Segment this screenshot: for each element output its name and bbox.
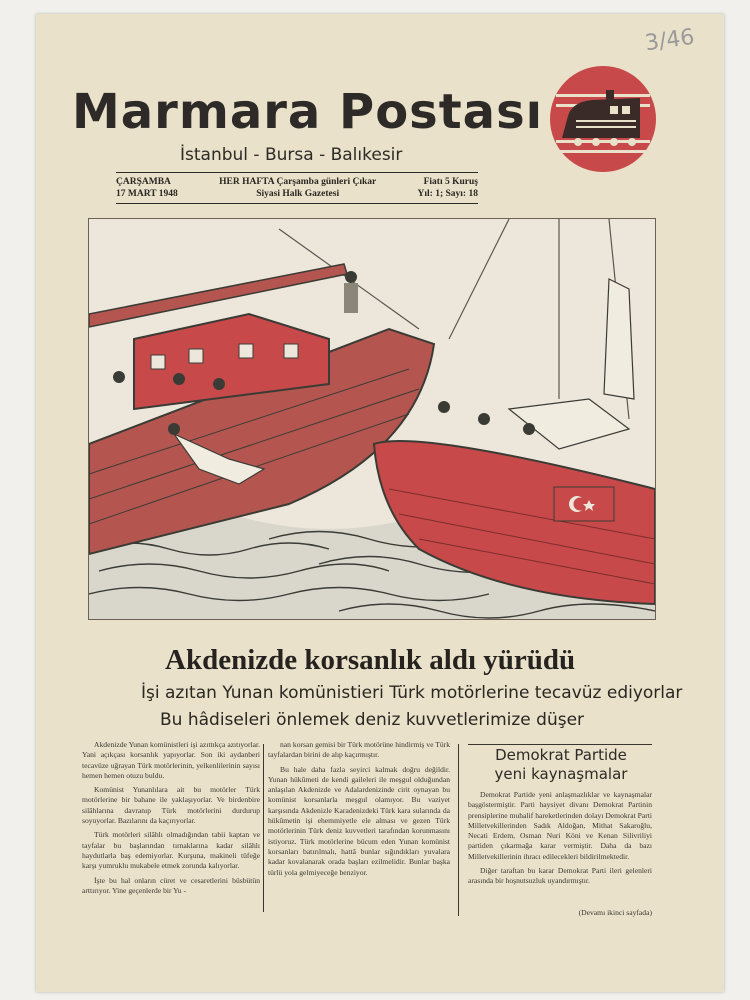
article-paragraph: Komünist Yunanlılara ait bu motörler Türk motörlerine bir bahane ile yaklaşıyorlar. Ve birdenbire silâhlarına davranıp Türk motörlerini durdurup soyuyorlar. Bazılarını da kaçırıyorlar. bbox=[82, 785, 260, 826]
newspaper-type: Siyasi Halk Gazetesi bbox=[256, 189, 340, 199]
main-headline: Akdenizde korsanlık aldı yürüdü bbox=[165, 644, 576, 676]
article-paragraph: Demokrat Partide yeni anlaşmazlıklar ve kaynaşmalar başgöstermiştir. Parti haysiyet divanı Demokrat Partinin prensiplerine muhalif hareketlerinden dolayı Demokrat Parti Milletvekillerinden Sadık Aldoğan, Mithat Sakaroğlu, Necati Erdem, Osman Nuri Köni ve Kenan Silivriliyi partiden çıkarmağa karar vermiştir. Daha da bazı Milletvekillerinin ihracı edilecekleri bildirilmektedir. bbox=[468, 790, 652, 861]
side-article-title bbox=[470, 746, 652, 784]
issue-day: ÇARŞAMBA bbox=[116, 177, 171, 187]
article-paragraph: Türk motörleri silâhlı olmadığından tabii kaptan ve tayfalar bu başlarından tırnaklarına kadar silâhlı haydutlarla baş edemiyorlar. Kurşuna, makineli tüfeğe karşı yumruklu mukabele etmek zorunda kalıyorlar. bbox=[82, 830, 260, 871]
article-paragraph: İşte bu hal onların cüret ve cesaretlerini büsbütün arttırıyor. Yine geçenlerde bir Yu - bbox=[82, 875, 260, 895]
article-paragraph: Diğer taraftan bu karar Demokrat Parti ileri gelenleri arasında bir hoşnutsuzluk uyandırmıştır. bbox=[468, 866, 652, 886]
article-column-2 bbox=[268, 740, 450, 882]
side-article-title-line: Demokrat Partide bbox=[495, 746, 627, 764]
newspaper-title: Marmara Postası bbox=[72, 84, 544, 140]
issue-info-bar bbox=[116, 172, 478, 204]
side-article-title-line: yeni kaynaşmalar bbox=[494, 765, 628, 783]
article-column-1 bbox=[82, 740, 260, 900]
column-divider bbox=[263, 744, 264, 912]
article-paragraph: Bu hale daha fazla seyirci kalmak doğru değildir. Yunan hükûmeti de kendi gaileleri ile meşgul olduğundan anlaşılan Akdenizde ve Adalardenizinde cirit oynayan bu komünist korsanlarla meşgul olamıyor. Bu vaziyet karşısında Akdenizle Karadenizdeki Türk kara sularında da hükûmetin işi ehemmiyetle ele alması ve gezen Türk motörlerinin Türk deniz kuvvetleri tarafından korunmasını istiyoruz. Türk motörlerine bücum eden Yunan komünist korsanları batırılmalı, hattâ bunlar sığındıkları yuvalara kadar kovalanarak orada başları ezilmelidir. Bunlar başka türlü yola gelmiyeceğe benziyor. bbox=[268, 764, 450, 877]
city-list: İstanbul - Bursa - Balıkesir bbox=[180, 145, 403, 165]
issue-date: 17 MART 1948 bbox=[116, 189, 178, 199]
column-divider bbox=[458, 744, 459, 916]
locomotive-icon bbox=[548, 64, 658, 174]
subheadline-2: Bu hâdiseleri önlemek deniz kuvvetlerimize düşer bbox=[160, 710, 585, 730]
side-article-rule bbox=[468, 744, 652, 745]
issue-number: Yıl: 1; Sayı: 18 bbox=[417, 189, 478, 199]
side-article-body bbox=[468, 790, 652, 891]
continued-note: (Devamı ikinci sayfada) bbox=[578, 908, 652, 917]
issue-price: Fiatı 5 Kuruş bbox=[423, 177, 478, 187]
front-page-illustration bbox=[88, 218, 656, 620]
issue-frequency: HER HAFTA Çarşamba günleri Çıkar bbox=[219, 177, 377, 187]
subheadline-1: İşi azıtan Yunan komünistieri Türk motörlerine tecavüz ediyorlar bbox=[141, 683, 683, 703]
article-paragraph: nan korsan gemisi bir Türk motörüne hindirmiş ve Türk tayfalardan birini de alıp kaçırmıştır. bbox=[268, 740, 450, 760]
pencil-annotation: 3/46 bbox=[643, 24, 696, 57]
article-paragraph: Akdenizde Yunan komünistleri işi azıttıkça azıtıyorlar. Yani açıkçası korsanlık yapıyorlar. Son iki aydanberi tecavüze uğrayan Türk motörlerinin, yelkenlilerinin sayısı hemen hemen otuzu buldu. bbox=[82, 740, 260, 780]
